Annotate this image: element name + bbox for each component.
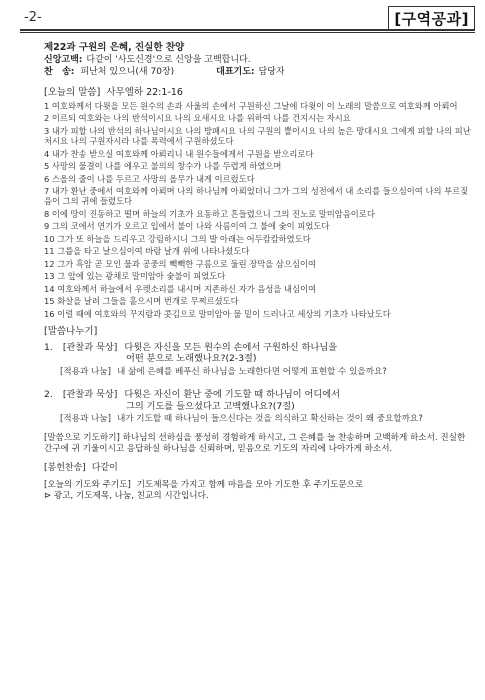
lesson-content — [44, 42, 476, 503]
sharing-heading: [말씀나누기] — [44, 325, 98, 337]
verse-item: 10 그가 또 하늘을 드리우고 강림하시니 그의 발 아래는 어두캄캄하였도다 — [44, 233, 311, 244]
scripture-heading — [44, 88, 476, 99]
question-text-cont: 어떤 분으로 노래했나요?(2-3절) — [126, 353, 257, 365]
apply-text: 내 삶에 은혜를 베푸신 하나님을 노래한다면 어떻게 표현할 수 있을까요? — [116, 366, 387, 377]
closing-prayer — [44, 433, 476, 456]
header-rule — [20, 29, 475, 31]
offering-tag: [봉헌찬송] — [44, 462, 86, 473]
verse-item: 12 그가 흑암 곧 모인 물과 공중의 빽빽한 구름으로 둘린 장막을 삼으심이여 — [44, 258, 316, 269]
question-tag: [관찰과 묵상] — [62, 341, 118, 353]
scripture-label: [오늘의 말씀] — [44, 87, 101, 98]
question-number: 1. — [44, 341, 53, 353]
verse-item: 4 내가 찬송 받으실 여호와께 아뢰리니 내 원수들에게서 구원을 받으리로다 — [44, 148, 314, 159]
header-rule-thin — [20, 32, 475, 33]
question-text: 다윗은 자신을 모든 원수의 손에서 구원하신 하나님을 — [124, 341, 338, 353]
apply-2 — [44, 414, 476, 425]
verse-item: 6 스올의 줄이 나를 두르고 사망의 올무가 내게 이르렀도다 — [44, 173, 255, 184]
offering-text: 다같이 — [91, 462, 118, 473]
question-tag: [관찰과 묵상] — [62, 389, 118, 401]
verse-item: 1 여호와께서 다윗을 모든 원수의 손과 사울의 손에서 구원하신 그날에 다윗이 이 노래의 말씀으로 여호와께 아뢰어 — [44, 100, 458, 111]
closing-notes — [44, 480, 476, 503]
scripture-reference: 사무엘하 22:1-16 — [106, 87, 183, 98]
hymn-text: 피난처 있으니(새 70장) — [80, 67, 175, 77]
verse-item: 15 화살을 날려 그들을 흩으시며 번개로 무찌르셨도다 — [44, 296, 239, 307]
verse-item: 5 사망의 물결이 나를 에우고 불의의 창수가 나를 두렵게 하였으며 — [44, 161, 282, 172]
question-2 — [44, 389, 476, 412]
verse-item: 8 이에 땅이 진동하고 떨며 하늘의 기초가 요동하고 흔들렸으니 그의 진노로 말미암음이로다 — [44, 208, 375, 219]
rep-prayer-label: 대표기도: — [216, 67, 255, 77]
confession-label: 신앙고백: — [44, 55, 83, 65]
today-tag: [오늘의 기도와 주기도] — [44, 479, 131, 490]
section-badge: [구역공과] — [388, 6, 475, 31]
question-1 — [44, 342, 476, 365]
verse-item: 13 그 앞에 있는 광채로 말미암아 숯불이 피었도다 — [44, 271, 226, 282]
hymn-label: 찬 송: — [44, 67, 75, 77]
rep-prayer-text: 담당자 — [258, 67, 285, 77]
verse-item: 9 그의 코에서 연기가 오르고 입에서 불이 나와 사름이여 그 불에 숯이 피었도다 — [44, 221, 330, 232]
question-number: 2. — [44, 389, 53, 401]
offering-hymn — [44, 463, 476, 474]
verse-item: 3 내가 피할 나의 반석의 하나님이시요 나의 방패시요 나의 구원의 뿔이시요 나의 높은 망대시요 그에게 피할 나의 피난처시요 나의 구원자시라 나를 폭력에서 구원하셨도다 — [44, 125, 471, 147]
apply-text: 내가 기도할 때 하나님이 들으신다는 것을 의식하고 확신하는 것이 왜 중요할까요? — [116, 414, 423, 425]
apply-1 — [44, 367, 476, 378]
page-number: -2- — [24, 10, 42, 25]
question-text-cont: 그의 기도를 들으셨다고 고백했나요?(7절) — [126, 400, 295, 412]
verse-item: 14 여호와께서 하늘에서 우렛소리를 내시며 지존하신 자가 음성을 내심이여 — [44, 283, 317, 294]
lesson-title: 제22과 구원의 은혜, 진실한 찬양 — [44, 42, 185, 53]
today-text: 기도제목을 가지고 함께 마음을 모아 기도한 후 주기도문으로 — [136, 479, 364, 490]
final-notice: ⊳ 광고, 기도제목, 나눔, 친교의 시간입니다. — [44, 491, 209, 502]
question-text: 다윗은 자신이 환난 중에 기도할 때 하나님이 어디에서 — [124, 389, 341, 401]
verse-item: 16 이럴 때에 여호와의 꾸지람과 콧김으로 말미암아 물 밑이 드러나고 세상의 기초가 나타났도다 — [44, 308, 391, 319]
confession-text: 다같이 '사도신경'으로 신앙을 고백합니다. — [86, 55, 251, 65]
verse-item: 11 그룹을 타고 날으심이여 바람 날개 위에 나타나셨도다 — [44, 246, 250, 257]
prayer-tag: [말씀으로 기도하기] — [44, 432, 120, 443]
verse-list — [44, 101, 476, 319]
confession-row — [44, 54, 476, 66]
prayer-text: 하나님의 선하심을 풍성히 경험하게 하시고, 그 은혜를 늘 찬송하며 고백하게 하소서. 진실한 간구에 귀 기울이시고 응답하실 하나님을 신뢰하며, 믿음으로 기도의 자리에 나아가게 하소서. — [44, 432, 466, 455]
verse-item: 2 이르되 여호와는 나의 반석이시요 나의 요새시요 나를 위하여 나를 건지시는 자시요 — [44, 113, 351, 124]
apply-tag: [적용과 나눔] — [60, 366, 111, 377]
apply-tag: [적용과 나눔] — [60, 414, 111, 425]
today-prayer — [44, 480, 476, 492]
verse-item: 7 내가 환난 중에서 여호와께 아뢰며 나의 하나님께 아뢰었더니 그가 그의 성전에서 내 소리를 들으심이여 나의 부르짖음이 그의 귀에 들렸도다 — [44, 186, 469, 207]
hymn-row — [44, 66, 476, 78]
